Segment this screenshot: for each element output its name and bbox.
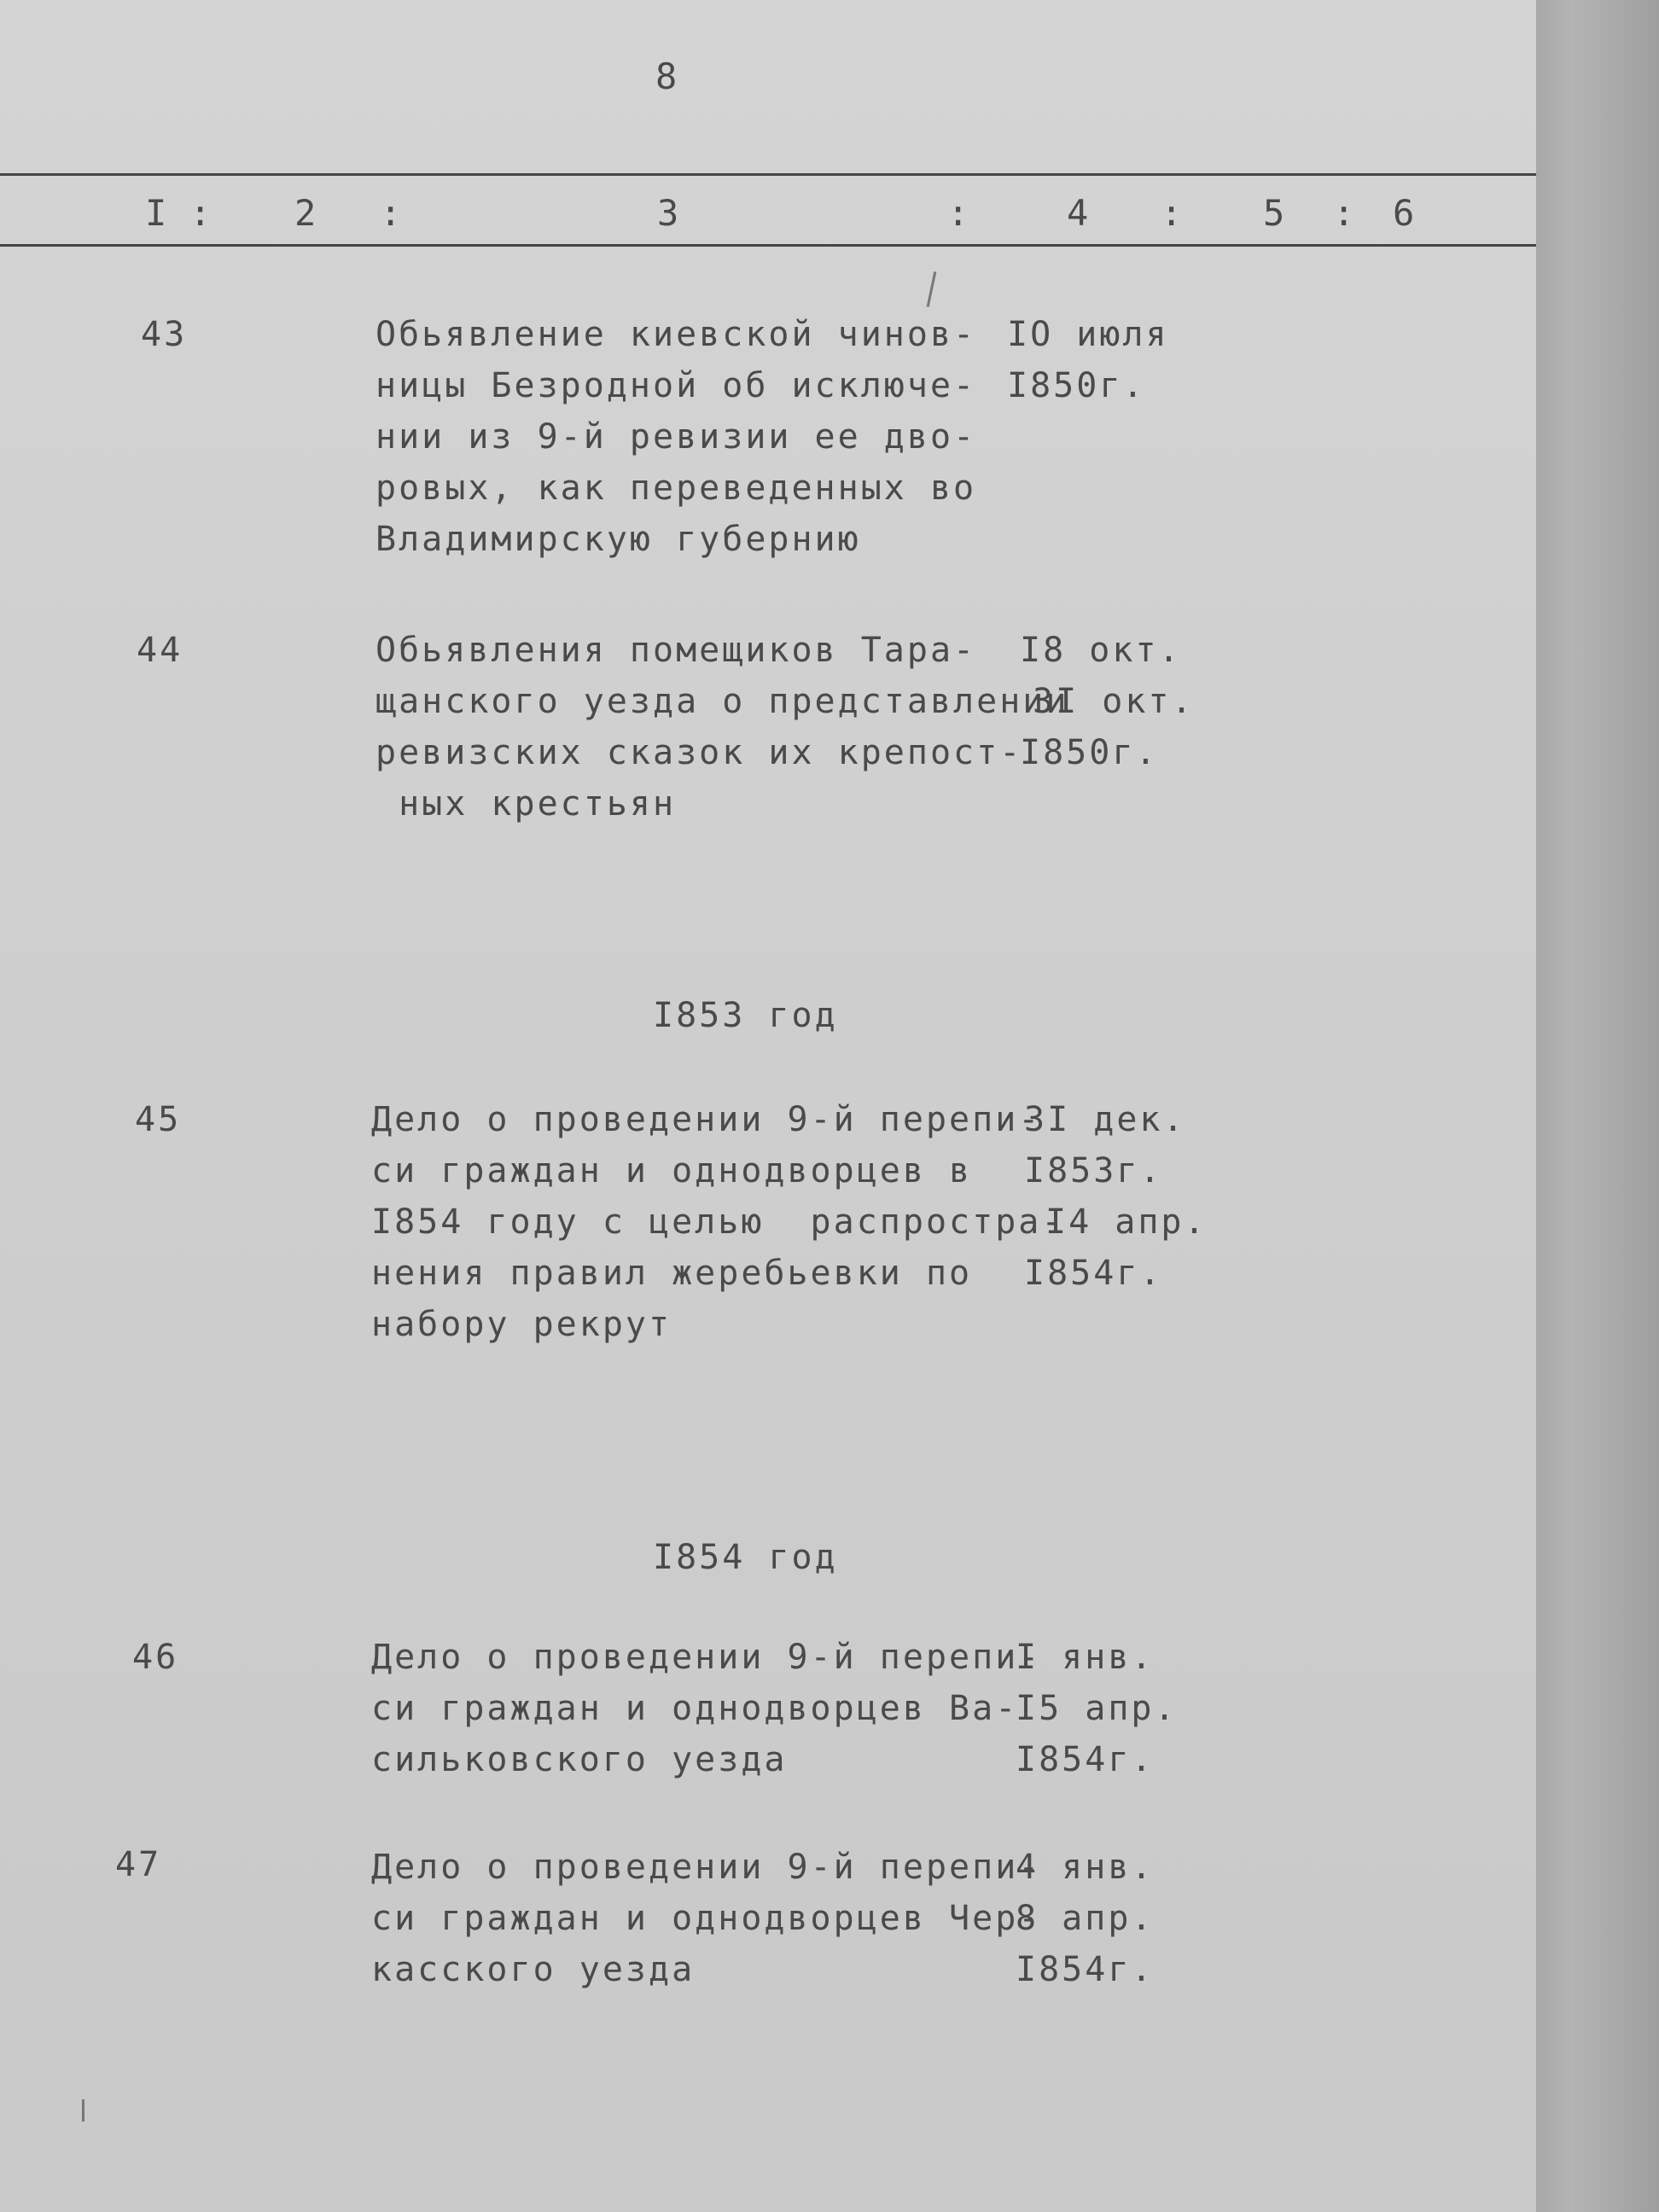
page-edge-shadow bbox=[1536, 0, 1659, 2212]
column-separator: : bbox=[189, 192, 214, 234]
year-heading: I854 год bbox=[653, 1538, 838, 1577]
entry-description-line: ревизских сказок их крепост- bbox=[375, 733, 1023, 772]
column-separator: : bbox=[380, 192, 405, 234]
column-header-6: 6 bbox=[1393, 192, 1417, 234]
entry-number: 46 bbox=[132, 1638, 179, 1677]
entry-number: 43 bbox=[141, 315, 188, 354]
entry-date-line: I850г. bbox=[1020, 733, 1159, 772]
entry-description-line: I854 году с целью распростра- bbox=[371, 1202, 1065, 1242]
entry-date-line: I853г. bbox=[1024, 1151, 1163, 1190]
header-rule-top bbox=[0, 173, 1536, 176]
entry-date-line: I854г. bbox=[1016, 1950, 1155, 1989]
entry-date-line: I854г. bbox=[1016, 1740, 1155, 1779]
entry-date-line: 3I дек. bbox=[1024, 1100, 1186, 1139]
entry-description-line: Обьявление киевской чинов- bbox=[375, 315, 977, 354]
column-header-3: 3 bbox=[657, 192, 682, 234]
column-header-5: 5 bbox=[1263, 192, 1288, 234]
entry-number: 45 bbox=[135, 1100, 182, 1139]
header-rule-bottom bbox=[0, 244, 1536, 247]
entry-description-line: ницы Безродной об исключе- bbox=[375, 366, 977, 405]
entry-description-line: си граждан и однодворцев Чер- bbox=[371, 1899, 1042, 1938]
entry-date-line: 4 янв. bbox=[1016, 1848, 1155, 1887]
entry-date-line: I8 окт. bbox=[1020, 631, 1182, 670]
entry-description-line: Обьявления помещиков Тара- bbox=[375, 631, 977, 670]
entry-description-line: набору рекрут bbox=[371, 1305, 672, 1344]
entry-date-line: I4 апр. bbox=[1045, 1202, 1208, 1242]
entry-description-line: Дело о проведении 9-й перепи- bbox=[371, 1848, 1042, 1887]
entry-date-line: 3I окт. bbox=[1033, 682, 1195, 721]
entry-description-line: си граждан и однодворцев Ва- bbox=[371, 1689, 1019, 1728]
column-separator: : bbox=[1333, 192, 1358, 234]
entry-date-line: I854г. bbox=[1024, 1254, 1163, 1293]
entry-description-line: си граждан и однодворцев в bbox=[371, 1151, 973, 1190]
entry-description-line: ных крестьян bbox=[375, 784, 677, 824]
page-number: 8 bbox=[655, 55, 680, 97]
entry-date-line: IO июля bbox=[1007, 315, 1169, 354]
pen-mark bbox=[82, 2099, 84, 2122]
entry-number: 47 bbox=[115, 1845, 162, 1884]
column-header-1: I bbox=[145, 192, 170, 234]
entry-description-line: ровых, как переведенных во bbox=[375, 469, 977, 508]
column-separator: : bbox=[947, 192, 972, 234]
entry-description-line: сильковского уезда bbox=[371, 1740, 788, 1779]
entry-description-line: Дело о проведении 9-й перепи- bbox=[371, 1638, 1042, 1677]
year-heading: I853 год bbox=[653, 996, 838, 1035]
entry-number: 44 bbox=[137, 631, 183, 670]
entry-description-line: Дело о проведении 9-й перепи- bbox=[371, 1100, 1042, 1139]
entry-date-line: I янв. bbox=[1016, 1638, 1155, 1677]
entry-description-line: касского уезда bbox=[371, 1950, 696, 1989]
entry-description-line: нии из 9-й ревизии ее дво- bbox=[375, 417, 977, 457]
entry-date-line: 8 апр. bbox=[1016, 1899, 1155, 1938]
entry-date-line: I5 апр. bbox=[1016, 1689, 1178, 1728]
column-separator: : bbox=[1161, 192, 1185, 234]
pen-mark bbox=[927, 271, 937, 307]
entry-description-line: щанского уезда о представлении bbox=[375, 682, 1069, 721]
entry-description-line: Владимирскую губернию bbox=[375, 520, 861, 559]
entry-description-line: нения правил жеребьевки по bbox=[371, 1254, 973, 1293]
column-header-2: 2 bbox=[294, 192, 319, 234]
entry-date-line: I850г. bbox=[1007, 366, 1146, 405]
column-header-4: 4 bbox=[1067, 192, 1091, 234]
